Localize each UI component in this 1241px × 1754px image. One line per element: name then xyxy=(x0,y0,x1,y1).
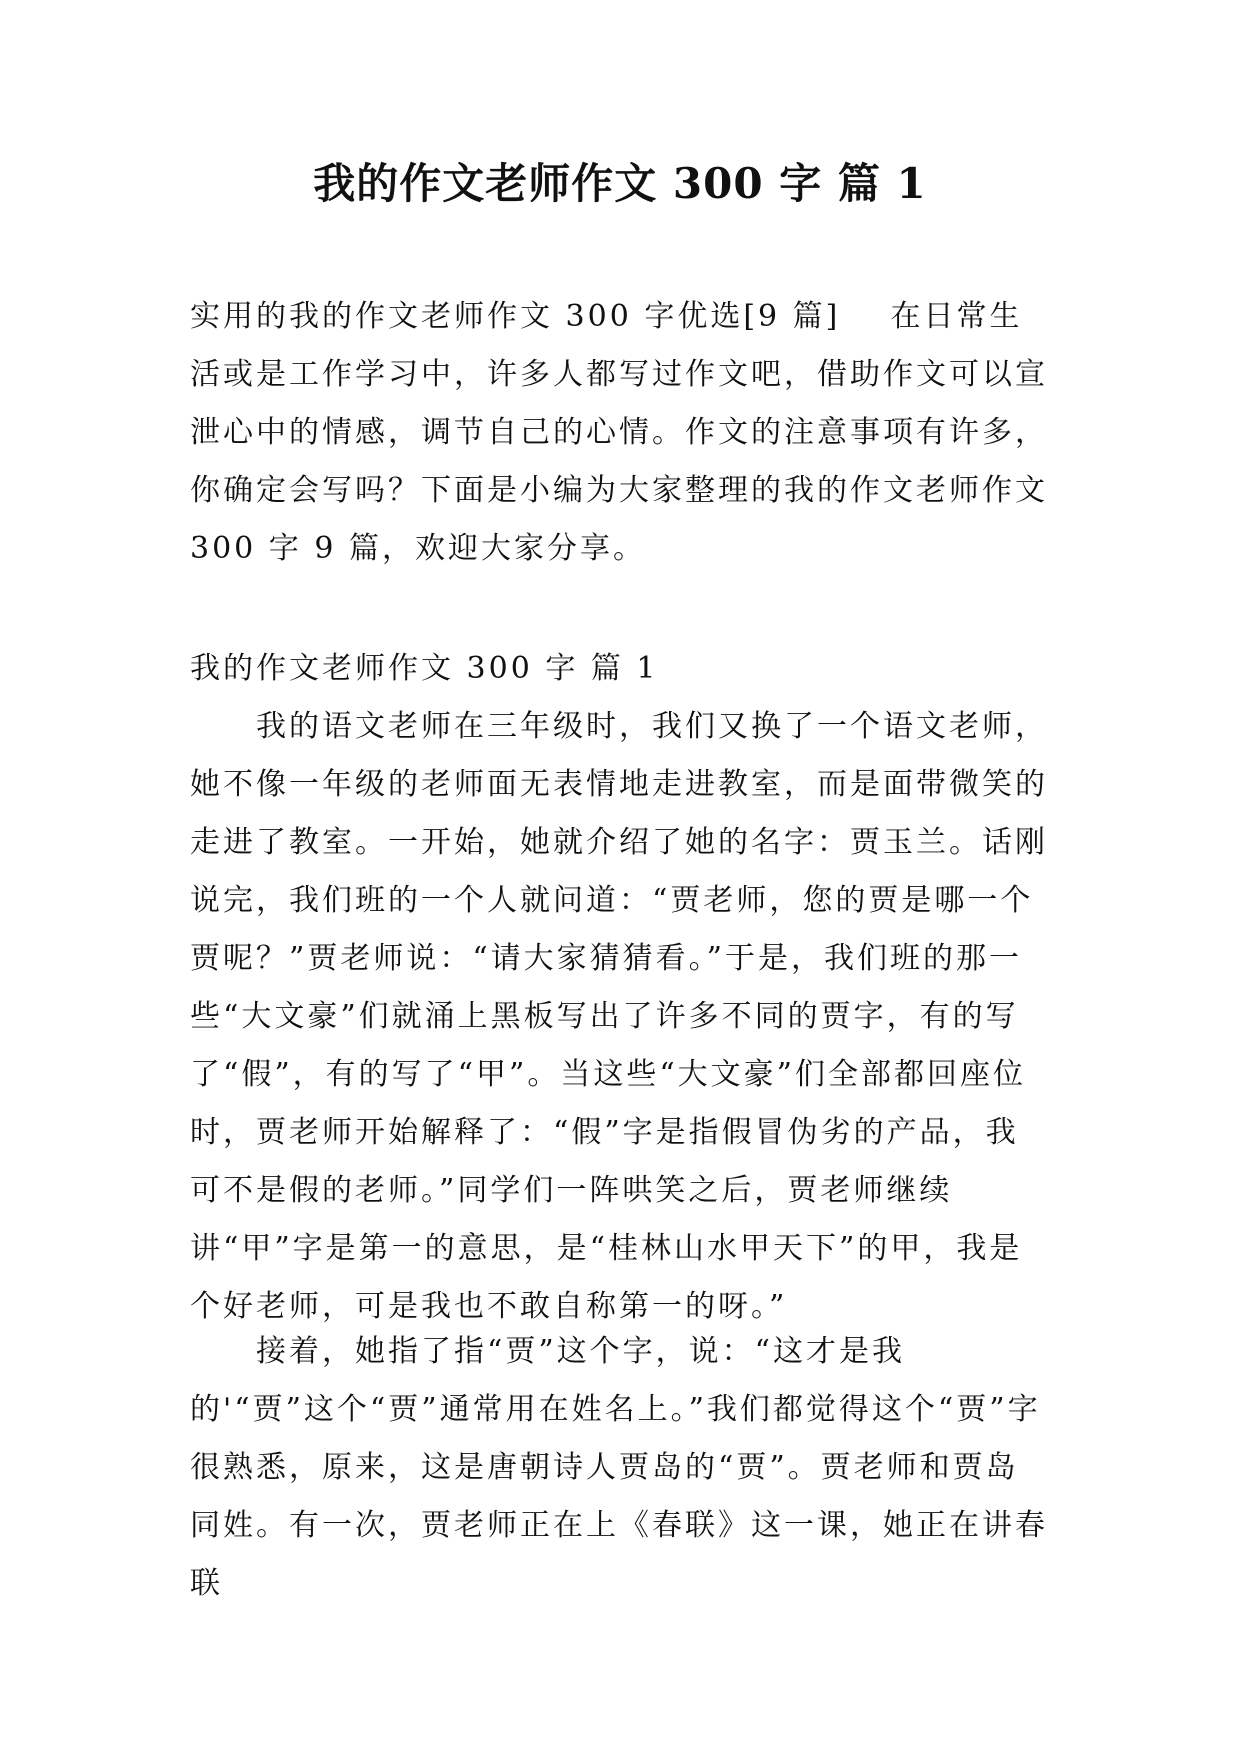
body-paragraph: 接着，她指了指“贾”这个字，说：“这才是我的'“贾”这个“贾”通常用在姓名上。”我们都觉得这个“贾”字很熟悉，原来，这是唐朝诗人贾岛的“贾”。贾老师和贾岛同姓。有一次，贾老师正在上《春联》这一课，她正在讲春联 xyxy=(190,1334,1048,1601)
body-paragraph: 我的语文老师在三年级时，我们又换了一个语文老师，她不像一年级的老师面无表情地走进教室，而是面带微笑的走进了教室。一开始，她就介绍了她的名字：贾玉兰。话刚说完，我们班的一个人就问道：“贾老师，您的贾是哪一个贾呢？”贾老师说：“请大家猜猜看。”于是，我们班的那一些“大文豪”们就涌上黑板写出了许多不同的贾字，有的写了“假”，有的写了“甲”。当这些“大文豪”们全部都回座位时，贾老师开始解释了：“假”字是指假冒伪劣的产品，我可不是假的老师。”同学们一阵哄笑之后，贾老师继续讲“甲”字是第一的意思，是“桂林山水甲天下”的甲，我是个好老师，可是我也不敢自称第一的呀。” xyxy=(190,709,1048,1324)
intro-paragraph: 实用的我的作文老师作文 300 字优选[9 篇] 在日常生活或是工作学习中，许多人都写过作文吧，借助作文可以宣泄心中的情感，调节自己的心情。作文的注意事项有许多，你确定会写吗？下面是小编为大家整理的我的作文老师作文 300 字 9 篇，欢迎大家分享。 xyxy=(190,299,1061,566)
document-title: 我的作文老师作文 300 字 篇 1 xyxy=(313,159,927,208)
section-heading: 我的作文老师作文 300 字 篇 1 xyxy=(190,651,659,686)
